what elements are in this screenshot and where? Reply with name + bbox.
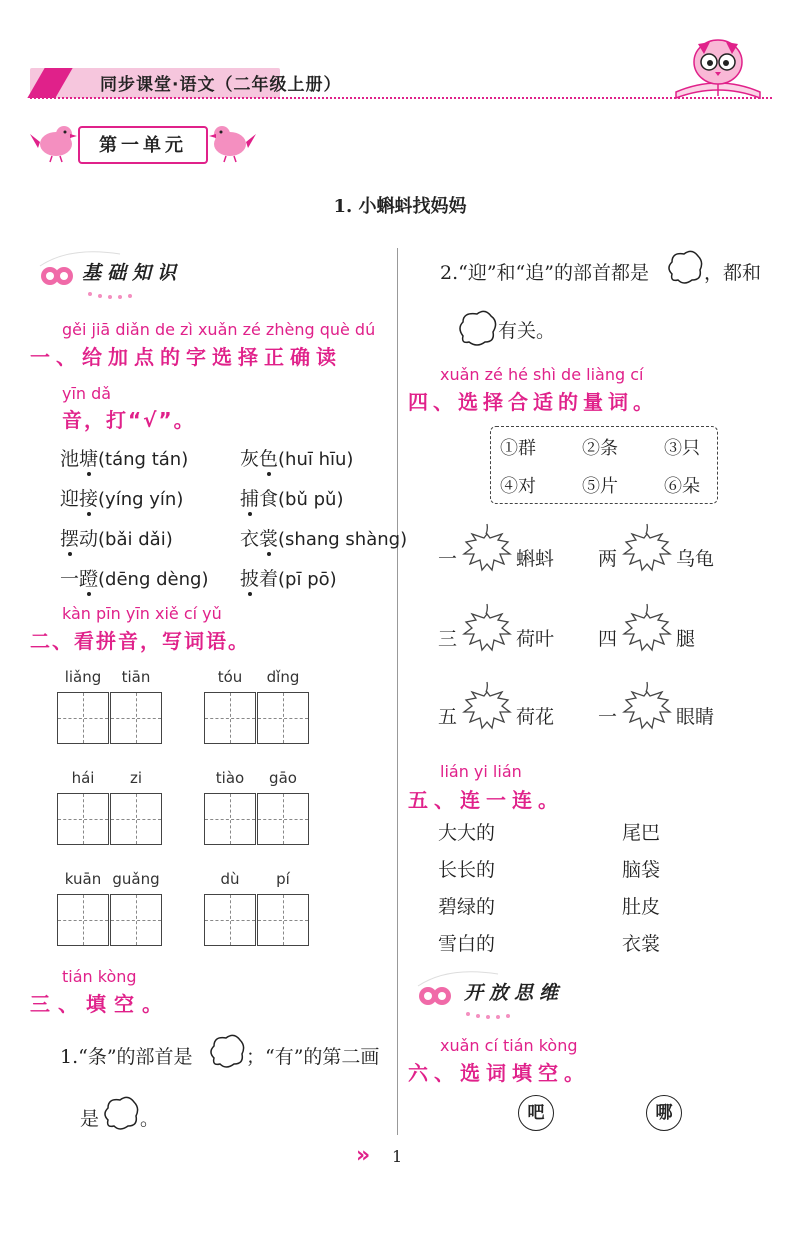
q1-pinyin: gěi jiā diǎn de zì xuǎn zé zhèng què dú <box>62 320 376 339</box>
q4-pinyin: xuǎn zé hé shì de liàng cí <box>440 365 644 384</box>
maple-leaf-answer-icon[interactable] <box>618 602 676 668</box>
maple-leaf-answer-icon[interactable] <box>618 680 676 746</box>
grid-pinyin-label: hái <box>71 769 95 787</box>
q1-heading2: 音，打“√”。 <box>62 408 196 432</box>
header-title: 同步课堂·语文（二年级上册） <box>100 75 342 95</box>
maple-leaf-answer-icon[interactable] <box>618 522 676 588</box>
q1-options[interactable]: (yíng yín) <box>98 489 184 510</box>
q5-right-item[interactable]: 脑袋 <box>622 859 661 881</box>
grid-pinyin-label: liǎng <box>64 668 102 686</box>
q1-item <box>240 484 343 511</box>
q5-left-item[interactable]: 长长的 <box>438 859 496 881</box>
q4-heading: 四、选择合适的量词。 <box>408 390 658 414</box>
q1-char: 池 <box>60 448 80 470</box>
q2-heading: 二、看拼音，写词语。 <box>30 629 250 653</box>
q4-pair-prefix: 五 <box>438 706 458 728</box>
answer-cloud-icon[interactable] <box>455 308 499 348</box>
q1-char: 披 <box>240 564 259 591</box>
header-dotted-line <box>30 97 772 99</box>
writing-grid-box[interactable] <box>110 692 162 744</box>
section-basic-label: 基础知识 <box>82 262 183 284</box>
q3-line2a: 2.“迎”和“追”的部首都是 <box>440 262 649 284</box>
q1-item <box>240 524 407 551</box>
maple-leaf-answer-icon[interactable] <box>458 680 516 746</box>
owl-book-icon <box>668 34 768 100</box>
writing-grid-box[interactable] <box>204 894 256 946</box>
grid-pinyin-label: dù <box>220 870 240 888</box>
grid-pinyin-label: tiān <box>121 668 151 686</box>
q1-char: 迎 <box>60 488 80 510</box>
q5-left-item[interactable]: 大大的 <box>438 822 496 844</box>
q1-options[interactable]: (pī pō) <box>278 569 337 590</box>
q5-right-item[interactable]: 尾巴 <box>622 822 661 844</box>
q5-left-item[interactable]: 雪白的 <box>438 933 496 955</box>
q3-line2c: 有关。 <box>498 320 556 342</box>
q3-line1b: ；“有”的第二画 <box>246 1046 380 1068</box>
q4-pair-suffix: 蝌蚪 <box>516 548 555 570</box>
q1-options[interactable]: (táng tán) <box>98 449 189 470</box>
q1-char: 着 <box>259 568 279 590</box>
grid-pinyin-label: kuān <box>64 870 102 888</box>
q5-right-item[interactable]: 衣裳 <box>622 933 661 955</box>
q4-option: ⑥朵 <box>664 476 700 497</box>
q4-option: ⑤片 <box>582 476 618 497</box>
q3-line2b: ，都和 <box>704 262 762 284</box>
q6-choice[interactable]: 哪 <box>646 1095 682 1131</box>
q4-option: ③只 <box>664 438 700 459</box>
q2-pinyin: kàn pīn yīn xiě cí yǔ <box>62 604 222 623</box>
q1-char: 塘 <box>79 444 98 471</box>
q5-pinyin: lián yi lián <box>440 762 522 781</box>
q6-heading: 六、选词填空。 <box>408 1061 590 1085</box>
q1-item <box>60 564 208 591</box>
q3-heading: 三、填空。 <box>30 992 170 1016</box>
q1-heading: 一、给加点的字选择正确读 <box>30 345 342 369</box>
q1-char: 接 <box>79 484 98 511</box>
writing-grid-box[interactable] <box>257 894 309 946</box>
answer-cloud-icon[interactable] <box>664 248 704 286</box>
writing-grid-box[interactable] <box>204 692 256 744</box>
q1-options[interactable]: (shang shàng) <box>278 529 408 550</box>
q1-options[interactable]: (huī hīu) <box>278 449 354 470</box>
q5-left-item[interactable]: 碧绿的 <box>438 896 496 918</box>
unit-label: 第一单元 <box>99 135 187 156</box>
grid-pinyin-label: pí <box>276 870 290 888</box>
q1-options[interactable]: (bǎi dǎi) <box>98 529 173 550</box>
grid-pinyin-label: tiào <box>215 769 245 787</box>
q1-char: 捕 <box>240 484 259 511</box>
maple-leaf-answer-icon[interactable] <box>458 602 516 668</box>
q1-char: 蹬 <box>79 564 98 591</box>
q1-char: 灰 <box>240 448 260 470</box>
q1-char: 一 <box>60 568 80 590</box>
q1-options[interactable]: (bǔ pǔ) <box>278 489 344 510</box>
grid-pinyin-label: zi <box>129 769 143 787</box>
grid-pinyin-label: guǎng <box>112 870 160 888</box>
writing-grid-box[interactable] <box>110 894 162 946</box>
q4-pair-prefix: 三 <box>438 628 458 650</box>
q4-pair-suffix: 荷叶 <box>516 628 555 650</box>
q1-item <box>60 484 183 511</box>
q6-pinyin: xuǎn cí tián kòng <box>440 1036 578 1055</box>
column-divider <box>397 248 398 1135</box>
writing-grid-box[interactable] <box>57 692 109 744</box>
writing-grid-box[interactable] <box>110 793 162 845</box>
q1-char: 食 <box>259 488 279 510</box>
q5-heading: 五、连一连。 <box>408 788 564 812</box>
q4-pair-suffix: 乌龟 <box>676 548 715 570</box>
section-open-label: 开放思维 <box>464 982 565 1004</box>
writing-grid-box[interactable] <box>57 793 109 845</box>
q1-char: 色 <box>259 444 278 471</box>
q4-pair-suffix: 荷花 <box>516 706 555 728</box>
q1-char: 摆 <box>60 524 79 551</box>
q1-item <box>240 444 353 471</box>
bird-left-icon <box>30 120 78 164</box>
page-number: 1 <box>392 1147 403 1166</box>
q3-line1a: 1.“条”的部首是 <box>60 1046 193 1068</box>
maple-leaf-answer-icon[interactable] <box>458 522 516 588</box>
q1-item <box>60 524 173 551</box>
lesson-title: 1. 小蝌蚪找妈妈 <box>333 196 467 217</box>
q4-pair-prefix: 两 <box>598 548 618 570</box>
grid-pinyin-label: tóu <box>217 668 243 686</box>
q4-pair-prefix: 一 <box>438 548 458 570</box>
q1-item <box>60 444 188 471</box>
q4-pair-suffix: 眼睛 <box>676 706 715 728</box>
q4-option: ②条 <box>582 438 618 459</box>
answer-cloud-icon[interactable] <box>100 1094 140 1132</box>
grid-pinyin-label: gāo <box>269 769 297 787</box>
q3-line1d: 。 <box>140 1108 160 1130</box>
q1-char: 裳 <box>259 524 278 551</box>
q4-pair-suffix: 腿 <box>676 628 696 650</box>
footer-chevron-icon: » <box>356 1143 371 1168</box>
q1-item <box>240 564 337 591</box>
q4-pair-prefix: 一 <box>598 706 618 728</box>
writing-grid-box[interactable] <box>204 793 256 845</box>
q3-line1c: 是 <box>80 1108 100 1130</box>
bird-right-icon <box>208 120 256 164</box>
q1-options[interactable]: (dēng dèng) <box>98 569 209 590</box>
grid-pinyin-label: dǐng <box>266 668 300 686</box>
q4-option: ④对 <box>500 476 536 497</box>
q4-pair-prefix: 四 <box>598 628 618 650</box>
q1-pinyin2: yīn dǎ <box>62 384 112 403</box>
q3-pinyin: tián kòng <box>62 967 137 986</box>
q1-char: 衣 <box>240 528 260 550</box>
writing-grid-box[interactable] <box>257 692 309 744</box>
q4-option: ①群 <box>500 438 536 459</box>
answer-cloud-icon[interactable] <box>206 1032 246 1070</box>
writing-grid-box[interactable] <box>257 793 309 845</box>
q5-right-item[interactable]: 肚皮 <box>622 896 661 918</box>
q6-choice[interactable]: 吧 <box>518 1095 554 1131</box>
q1-char: 动 <box>79 528 99 550</box>
writing-grid-box[interactable] <box>57 894 109 946</box>
